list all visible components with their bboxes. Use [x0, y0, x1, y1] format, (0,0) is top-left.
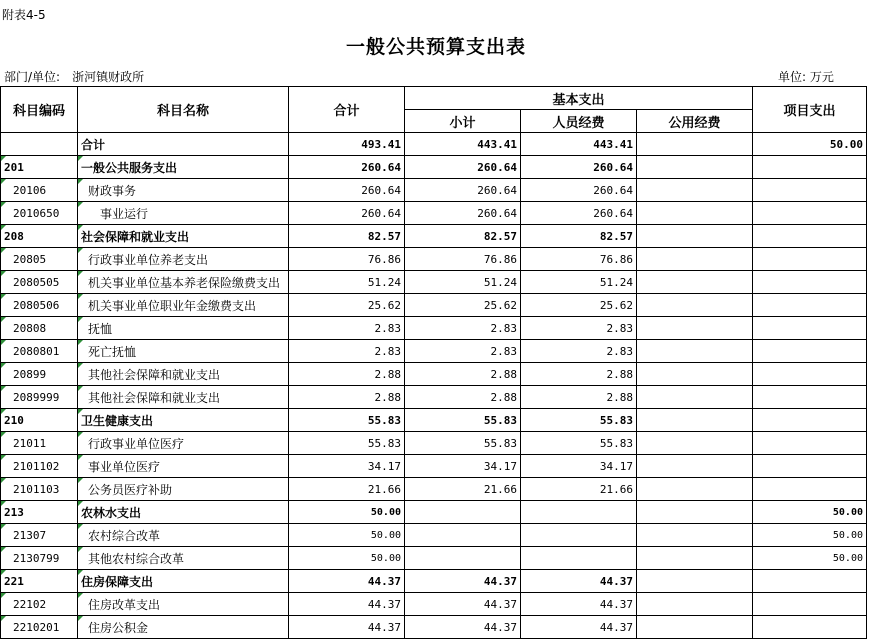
code-cell: 2101103 [1, 478, 78, 501]
total-cell: 50.00 [289, 547, 405, 570]
code-cell: 2080506 [1, 294, 78, 317]
name-cell: 行政事业单位医疗 [78, 432, 289, 455]
public-cell [637, 294, 753, 317]
name-cell: 抚恤 [78, 317, 289, 340]
code-cell: 213 [1, 501, 78, 524]
project-cell: 50.00 [753, 501, 867, 524]
page-title: 一般公共预算支出表 [345, 36, 526, 58]
personnel-cell: 44.37 [521, 570, 637, 593]
public-cell [637, 248, 753, 271]
total-cell: 34.17 [289, 455, 405, 478]
table-row [1, 156, 867, 179]
department-line [4, 68, 144, 85]
table-row [1, 570, 867, 593]
table-row [1, 294, 867, 317]
public-cell [637, 409, 753, 432]
project-cell [753, 340, 867, 363]
table-row [1, 386, 867, 409]
total-cell: 25.62 [289, 294, 405, 317]
table-row [1, 501, 867, 524]
personnel-cell: 34.17 [521, 455, 637, 478]
code-cell: 21011 [1, 432, 78, 455]
public-cell [637, 202, 753, 225]
name-cell: 公务员医疗补助 [78, 478, 289, 501]
subtotal-cell: 2.88 [405, 386, 521, 409]
total-cell: 2.83 [289, 317, 405, 340]
name-cell: 其他社会保障和就业支出 [78, 363, 289, 386]
personnel-cell [521, 547, 637, 570]
code-cell: 2010650 [1, 202, 78, 225]
personnel-cell: 44.37 [521, 593, 637, 616]
public-cell [637, 179, 753, 202]
code-cell: 20106 [1, 179, 78, 202]
name-cell: 卫生健康支出 [78, 409, 289, 432]
name-cell: 财政事务 [78, 179, 289, 202]
table-row [1, 616, 867, 639]
subtotal-cell [405, 524, 521, 547]
subtotal-cell: 55.83 [405, 432, 521, 455]
subtotal-cell: 2.83 [405, 317, 521, 340]
project-cell [753, 225, 867, 248]
table-row [1, 547, 867, 570]
public-cell [637, 616, 753, 639]
subtotal-cell: 82.57 [405, 225, 521, 248]
table-row [1, 455, 867, 478]
public-cell [637, 271, 753, 294]
name-cell: 农林水支出 [78, 501, 289, 524]
subtotal-cell: 260.64 [405, 202, 521, 225]
project-cell [753, 455, 867, 478]
project-cell [753, 409, 867, 432]
name-cell: 其他农村综合改革 [78, 547, 289, 570]
name-cell: 事业运行 [78, 202, 289, 225]
subtotal-cell: 55.83 [405, 409, 521, 432]
personnel-cell: 2.88 [521, 363, 637, 386]
project-cell [753, 294, 867, 317]
total-cell: 493.41 [289, 133, 405, 156]
header-public: 公用经费 [637, 110, 753, 133]
project-cell: 50.00 [753, 524, 867, 547]
total-cell: 50.00 [289, 501, 405, 524]
table-row [1, 271, 867, 294]
total-cell: 260.64 [289, 156, 405, 179]
name-cell: 机关事业单位基本养老保险缴费支出 [78, 271, 289, 294]
code-cell: 2130799 [1, 547, 78, 570]
code-cell: 2210201 [1, 616, 78, 639]
total-cell: 82.57 [289, 225, 405, 248]
personnel-cell: 2.83 [521, 340, 637, 363]
project-cell: 50.00 [753, 547, 867, 570]
name-cell: 农村综合改革 [78, 524, 289, 547]
code-cell: 2080801 [1, 340, 78, 363]
code-cell: 20808 [1, 317, 78, 340]
table-row [1, 478, 867, 501]
personnel-cell: 51.24 [521, 271, 637, 294]
attachment-label: 附表4-5 [2, 8, 46, 22]
subtotal-cell: 76.86 [405, 248, 521, 271]
personnel-cell: 260.64 [521, 202, 637, 225]
table-row [1, 363, 867, 386]
total-cell: 44.37 [289, 593, 405, 616]
expenditure-table [0, 86, 867, 639]
total-cell: 51.24 [289, 271, 405, 294]
total-cell: 2.88 [289, 386, 405, 409]
code-cell: 2101102 [1, 455, 78, 478]
header-basic: 基本支出 [405, 87, 753, 110]
personnel-cell: 76.86 [521, 248, 637, 271]
code-cell: 20899 [1, 363, 78, 386]
personnel-cell: 55.83 [521, 432, 637, 455]
department-value: 浙河镇财政所 [72, 70, 145, 84]
total-cell: 21.66 [289, 478, 405, 501]
subtotal-cell: 2.83 [405, 340, 521, 363]
public-cell [637, 455, 753, 478]
header-total: 合计 [289, 87, 405, 133]
public-cell [637, 340, 753, 363]
project-cell [753, 363, 867, 386]
subtotal-cell: 260.64 [405, 156, 521, 179]
personnel-cell: 25.62 [521, 294, 637, 317]
header-personnel: 人员经费 [521, 110, 637, 133]
department-label: 部门/单位: [4, 70, 61, 84]
personnel-cell: 44.37 [521, 616, 637, 639]
subtotal-cell: 2.88 [405, 363, 521, 386]
project-cell [753, 432, 867, 455]
personnel-cell [521, 524, 637, 547]
code-cell: 2089999 [1, 386, 78, 409]
subtotal-cell: 44.37 [405, 570, 521, 593]
subtotal-cell [405, 547, 521, 570]
public-cell [637, 363, 753, 386]
public-cell [637, 317, 753, 340]
code-cell: 21307 [1, 524, 78, 547]
project-cell [753, 317, 867, 340]
subtotal-cell: 51.24 [405, 271, 521, 294]
public-cell [637, 225, 753, 248]
public-cell [637, 432, 753, 455]
personnel-cell: 21.66 [521, 478, 637, 501]
total-cell: 76.86 [289, 248, 405, 271]
name-cell: 事业单位医疗 [78, 455, 289, 478]
code-cell: 221 [1, 570, 78, 593]
public-cell [637, 156, 753, 179]
subtotal-cell: 44.37 [405, 616, 521, 639]
name-cell: 一般公共服务支出 [78, 156, 289, 179]
personnel-cell [521, 501, 637, 524]
total-cell: 44.37 [289, 570, 405, 593]
public-cell [637, 133, 753, 156]
header-code: 科目编码 [1, 87, 78, 133]
public-cell [637, 570, 753, 593]
total-cell: 260.64 [289, 179, 405, 202]
total-cell: 55.83 [289, 432, 405, 455]
personnel-cell: 260.64 [521, 179, 637, 202]
code-cell: 208 [1, 225, 78, 248]
name-cell: 其他社会保障和就业支出 [78, 386, 289, 409]
table-row [1, 317, 867, 340]
personnel-cell: 2.88 [521, 386, 637, 409]
total-cell: 2.88 [289, 363, 405, 386]
total-cell: 44.37 [289, 616, 405, 639]
total-cell: 260.64 [289, 202, 405, 225]
table-row [1, 340, 867, 363]
name-cell: 死亡抚恤 [78, 340, 289, 363]
total-cell: 55.83 [289, 409, 405, 432]
subtotal-cell: 260.64 [405, 179, 521, 202]
name-cell: 住房改革支出 [78, 593, 289, 616]
table-row [1, 248, 867, 271]
public-cell [637, 524, 753, 547]
header-project: 项目支出 [753, 87, 867, 133]
name-cell: 机关事业单位职业年金缴费支出 [78, 294, 289, 317]
name-cell: 住房公积金 [78, 616, 289, 639]
table-row [1, 593, 867, 616]
personnel-cell: 2.83 [521, 317, 637, 340]
subtotal-cell [405, 501, 521, 524]
project-cell [753, 593, 867, 616]
personnel-cell: 260.64 [521, 156, 637, 179]
table-row [1, 179, 867, 202]
subtotal-cell: 25.62 [405, 294, 521, 317]
unit-label: 单位: 万元 [778, 70, 834, 84]
header-name: 科目名称 [78, 87, 289, 133]
header-subtotal: 小计 [405, 110, 521, 133]
project-cell [753, 478, 867, 501]
code-cell: 22102 [1, 593, 78, 616]
public-cell [637, 478, 753, 501]
project-cell [753, 248, 867, 271]
subtotal-cell: 44.37 [405, 593, 521, 616]
table-row [1, 409, 867, 432]
table-row [1, 432, 867, 455]
code-cell [1, 133, 78, 156]
subtotal-cell: 21.66 [405, 478, 521, 501]
name-cell: 合计 [78, 133, 289, 156]
project-cell [753, 271, 867, 294]
project-cell [753, 156, 867, 179]
public-cell [637, 547, 753, 570]
subtotal-cell: 34.17 [405, 455, 521, 478]
subtotal-cell: 443.41 [405, 133, 521, 156]
project-cell [753, 616, 867, 639]
project-cell [753, 179, 867, 202]
table-row [1, 524, 867, 547]
public-cell [637, 501, 753, 524]
public-cell [637, 386, 753, 409]
table-row [1, 202, 867, 225]
total-cell: 50.00 [289, 524, 405, 547]
code-cell: 2080505 [1, 271, 78, 294]
project-cell: 50.00 [753, 133, 867, 156]
personnel-cell: 82.57 [521, 225, 637, 248]
name-cell: 行政事业单位养老支出 [78, 248, 289, 271]
personnel-cell: 55.83 [521, 409, 637, 432]
name-cell: 住房保障支出 [78, 570, 289, 593]
code-cell: 210 [1, 409, 78, 432]
project-cell [753, 386, 867, 409]
table-row [1, 133, 867, 156]
table-row [1, 225, 867, 248]
project-cell [753, 202, 867, 225]
code-cell: 201 [1, 156, 78, 179]
name-cell: 社会保障和就业支出 [78, 225, 289, 248]
project-cell [753, 570, 867, 593]
code-cell: 20805 [1, 248, 78, 271]
total-cell: 2.83 [289, 340, 405, 363]
personnel-cell: 443.41 [521, 133, 637, 156]
public-cell [637, 593, 753, 616]
